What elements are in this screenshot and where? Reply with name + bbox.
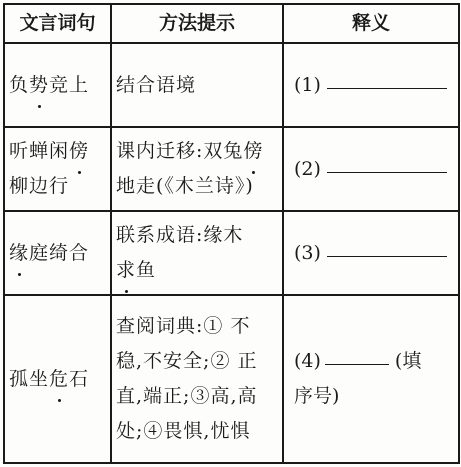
- answer-number: (2): [294, 157, 321, 180]
- emphasis-dot-char: 傍: [243, 134, 263, 169]
- answer-instruction: 序号): [294, 385, 340, 407]
- phrase-cell: [4, 127, 111, 211]
- hint-text: 稳,不安全;② 正: [116, 350, 258, 372]
- answer-cell: [283, 211, 459, 295]
- table-row: [4, 43, 459, 127]
- emphasis-dot-char: 危: [49, 362, 69, 397]
- hint-text: 联系成语:缘木: [116, 224, 244, 246]
- header-method: 方法提示: [111, 4, 283, 43]
- phrase-text: 石: [69, 367, 90, 390]
- phrase-text: 孤坐: [9, 367, 50, 390]
- classical-chinese-table: [3, 3, 460, 464]
- phrase-text: 竞上: [49, 73, 90, 96]
- phrase-cell: [4, 211, 111, 295]
- answer-instruction: (填: [394, 350, 422, 372]
- answer-number: (3): [294, 241, 321, 264]
- hint-text: 鱼: [136, 259, 157, 281]
- answer-blank[interactable]: [325, 344, 389, 365]
- hint-text: 处;④畏惧,忧惧: [116, 420, 251, 442]
- emphasis-dot-char: 缘: [9, 236, 29, 271]
- header-row: [4, 4, 459, 43]
- answer-cell: [283, 295, 459, 463]
- answer-number: (1): [294, 73, 321, 96]
- header-phrase: 文言词句: [4, 4, 111, 43]
- hint-cell: [111, 211, 283, 295]
- table-row: [4, 127, 459, 211]
- phrase-text: 负: [9, 73, 30, 96]
- hint-text: 课内迁移:双兔: [116, 140, 244, 162]
- hint-text: 结合语境: [116, 73, 197, 96]
- answer-cell: [283, 43, 459, 127]
- table-row: [4, 211, 459, 295]
- hint-cell: [111, 43, 283, 127]
- header-meaning: 释义: [283, 4, 459, 43]
- answer-cell: [283, 127, 459, 211]
- hint-cell: [111, 295, 283, 463]
- table-row: [4, 295, 459, 463]
- phrase-cell: [4, 43, 111, 127]
- phrase-text: 庭绮合: [29, 241, 90, 264]
- hint-text: 地走(《木兰诗》): [116, 175, 254, 197]
- answer-blank[interactable]: [327, 236, 447, 257]
- hint-cell: [111, 127, 283, 211]
- answer-blank[interactable]: [327, 68, 447, 89]
- phrase-cell: [4, 295, 111, 463]
- hint-text: 直,端正;③高,高: [116, 385, 258, 407]
- hint-text: 查阅词典:① 不: [116, 315, 251, 337]
- answer-blank[interactable]: [327, 152, 447, 173]
- emphasis-dot-char: 势: [29, 68, 49, 103]
- emphasis-dot-char: 求: [116, 253, 136, 288]
- phrase-text: 柳边行: [9, 175, 70, 197]
- emphasis-dot-char: 傍: [69, 134, 89, 169]
- answer-number: (4): [294, 350, 321, 372]
- phrase-text: 听蝉闲: [9, 140, 70, 162]
